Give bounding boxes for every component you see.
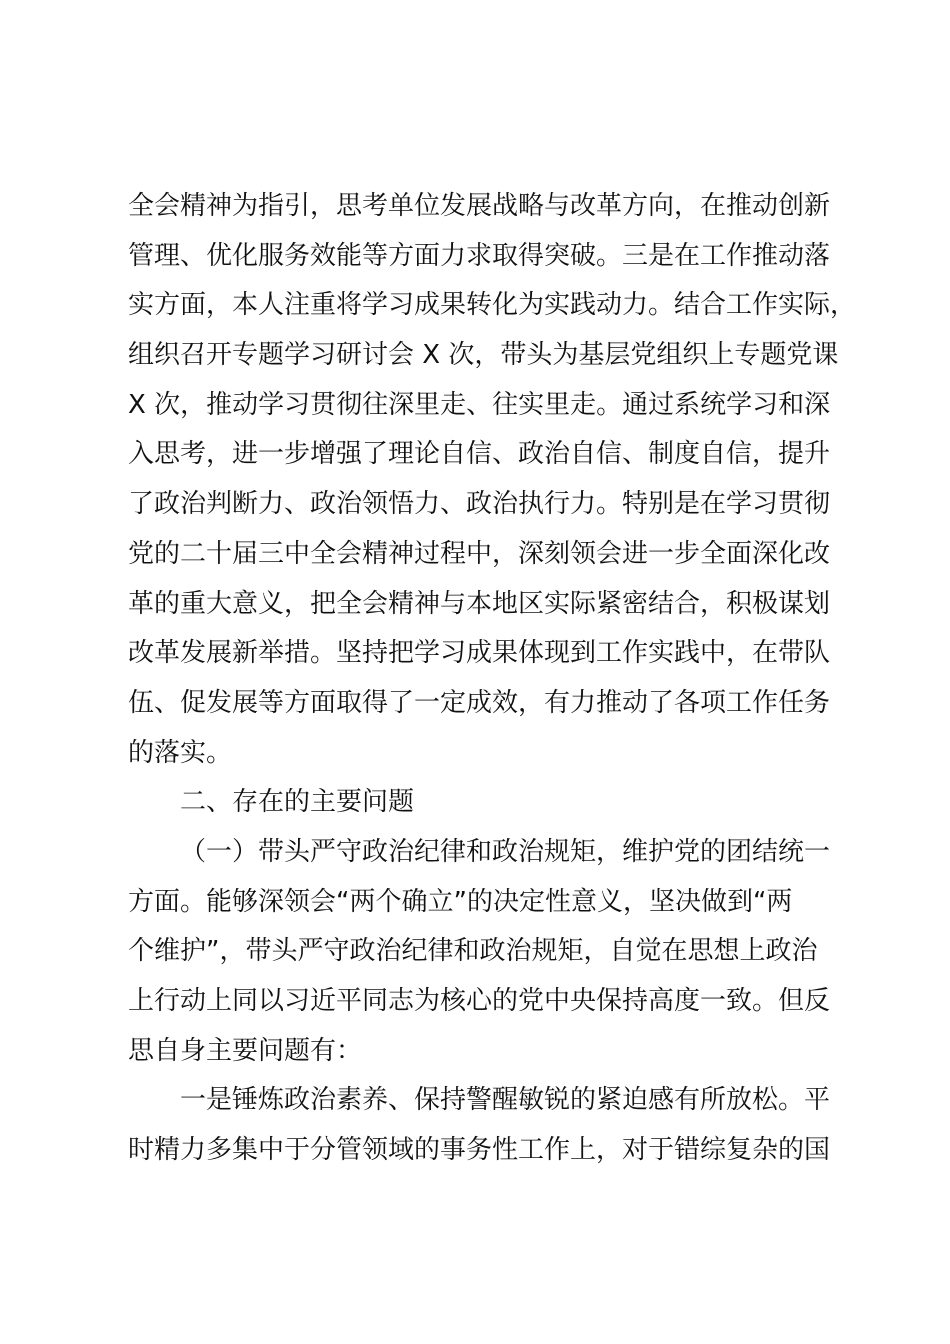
paragraph-start-line: 一是锤炼政治素养、保持警醒敏锐的紧迫感有所放松。平 [180,1085,831,1116]
text-line: 组织召开专题学习研讨会 X 次，带头为基层党组织上专题党课 [128,340,839,371]
text-line: 革的重大意义，把全会精神与本地区实际紧密结合，积极谋划 [128,588,831,619]
text-line: 入思考，进一步增强了理论自信、政治自信、制度自信，提升 [128,439,831,470]
text-line: 思自身主要问题有： [128,1035,363,1066]
text-line: 改革发展新举措。坚持把学习成果体现到工作实践中，在带队 [128,638,831,669]
text-line: 方面。能够深领会“两个确立”的决定性意义，坚决做到“两 [128,886,793,917]
text-line: X 次，推动学习贯彻往深里走、往实里走。通过系统学习和深 [128,389,831,420]
subsection-heading: （一）带头严守政治纪律和政治规矩，维护党的团结统一 [180,836,831,867]
text-line: 上行动上同以习近平同志为核心的党中央保持高度一致。但反 [128,986,831,1016]
text-line: 管理、优化服务效能等方面力求取得突破。三是在工作推动落 [128,240,831,271]
text-line: 实方面，本人注重将学习成果转化为实践动力。结合工作实际， [128,290,857,321]
text-line: 个维护”，带头严守政治纪律和政治规矩，自觉在思想上政治 [128,936,818,967]
text-line: 的落实。 [128,737,233,768]
text-line: 全会精神为指引，思考单位发展战略与改革方向，在推动创新 [128,191,831,221]
text-line: 了政治判断力、政治领悟力、政治执行力。特别是在学习贯彻 [128,489,831,520]
section-heading: 二、存在的主要问题 [180,787,415,818]
text-line: 时精力多集中于分管领域的事务性工作上，对于错综复杂的国 [128,1135,831,1166]
text-line: 伍、促发展等方面取得了一定成效，有力推动了各项工作任务 [128,687,831,718]
document-body [128,182,857,1176]
text-line: 党的二十届三中全会精神过程中，深刻领会进一步全面深化改 [128,538,831,569]
